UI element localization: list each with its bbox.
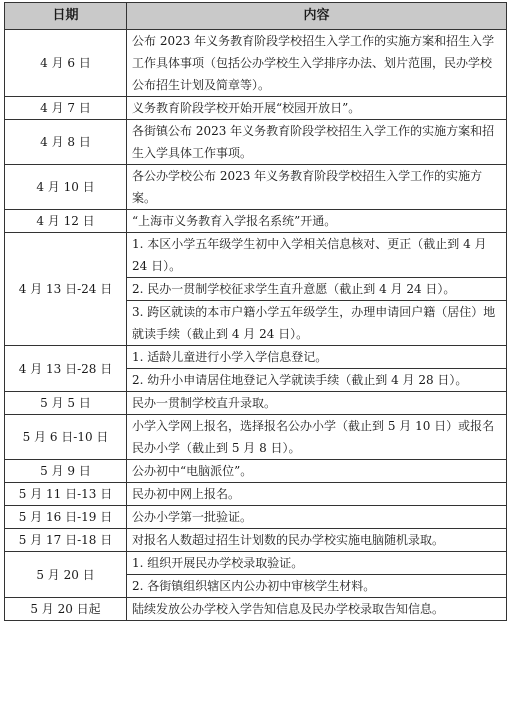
row-content: 公办小学第一批验证。 bbox=[127, 506, 507, 529]
table-row bbox=[5, 97, 507, 120]
row-content: 公布 2023 年义务教育阶段学校招生入学工作的实施方案和招生入学工作具体事项（包括公办学校生入学排序办法、划片范围，民办学校公布招生计划及简章等）。 bbox=[127, 30, 507, 97]
schedule-body bbox=[5, 30, 507, 621]
row-content: 1. 适龄儿童进行小学入学信息登记。 bbox=[127, 346, 507, 369]
row-content: 1. 组织开展民办学校录取验证。 bbox=[127, 552, 507, 575]
row-date: 5 月 11 日-13 日 bbox=[5, 483, 127, 506]
table-row bbox=[5, 346, 507, 369]
row-date: 5 月 6 日-10 日 bbox=[5, 415, 127, 460]
row-date: 5 月 20 日 bbox=[5, 552, 127, 598]
table-row bbox=[5, 30, 507, 97]
row-content: 2. 各街镇组织辖区内公办初中审核学生材料。 bbox=[127, 575, 507, 598]
row-content: 3. 跨区就读的本市户籍小学五年级学生，办理申请回户籍（居住）地就读手续（截止到 4 月 24 日）。 bbox=[127, 301, 507, 346]
row-date: 4 月 7 日 bbox=[5, 97, 127, 120]
header-date: 日期 bbox=[5, 3, 127, 30]
table-row bbox=[5, 392, 507, 415]
row-content: 2. 民办一贯制学校征求学生直升意愿（截止到 4 月 24 日）。 bbox=[127, 278, 507, 301]
table-row bbox=[5, 210, 507, 233]
row-date: 5 月 9 日 bbox=[5, 460, 127, 483]
row-content: “上海市义务教育入学报名系统”开通。 bbox=[127, 210, 507, 233]
row-date: 4 月 13 日-24 日 bbox=[5, 233, 127, 346]
table-row bbox=[5, 165, 507, 210]
table-row bbox=[5, 415, 507, 460]
header-row bbox=[5, 3, 507, 30]
table-row bbox=[5, 120, 507, 165]
table-row bbox=[5, 233, 507, 278]
table-row bbox=[5, 529, 507, 552]
row-content: 义务教育阶段学校开始开展“校园开放日”。 bbox=[127, 97, 507, 120]
row-content: 民办初中网上报名。 bbox=[127, 483, 507, 506]
row-content: 各公办学校公布 2023 年义务教育阶段学校招生入学工作的实施方案。 bbox=[127, 165, 507, 210]
row-date: 4 月 8 日 bbox=[5, 120, 127, 165]
row-content: 各街镇公布 2023 年义务教育阶段学校招生入学工作的实施方案和招生入学具体工作事项。 bbox=[127, 120, 507, 165]
row-content: 对报名人数超过招生计划数的民办学校实施电脑随机录取。 bbox=[127, 529, 507, 552]
row-content: 公办初中“电脑派位”。 bbox=[127, 460, 507, 483]
table-row bbox=[5, 483, 507, 506]
header-content: 内容 bbox=[127, 3, 507, 30]
table-row bbox=[5, 552, 507, 575]
row-date: 4 月 6 日 bbox=[5, 30, 127, 97]
table-row bbox=[5, 598, 507, 621]
row-date: 4 月 13 日-28 日 bbox=[5, 346, 127, 392]
row-content: 陆续发放公办学校入学告知信息及民办学校录取告知信息。 bbox=[127, 598, 507, 621]
schedule-table bbox=[4, 2, 507, 621]
table-row bbox=[5, 506, 507, 529]
row-date: 4 月 10 日 bbox=[5, 165, 127, 210]
row-content: 小学入学网上报名，选择报名公办小学（截止到 5 月 10 日）或报名民办小学（截止到 5 月 8 日）。 bbox=[127, 415, 507, 460]
row-content: 1. 本区小学五年级学生初中入学相关信息核对、更正（截止到 4 月 24 日）。 bbox=[127, 233, 507, 278]
row-date: 5 月 17 日-18 日 bbox=[5, 529, 127, 552]
row-content: 2. 幼升小申请居住地登记入学就读手续（截止到 4 月 28 日）。 bbox=[127, 369, 507, 392]
row-content: 民办一贯制学校直升录取。 bbox=[127, 392, 507, 415]
row-date: 5 月 5 日 bbox=[5, 392, 127, 415]
table-row bbox=[5, 460, 507, 483]
row-date: 5 月 16 日-19 日 bbox=[5, 506, 127, 529]
row-date: 5 月 20 日起 bbox=[5, 598, 127, 621]
row-date: 4 月 12 日 bbox=[5, 210, 127, 233]
